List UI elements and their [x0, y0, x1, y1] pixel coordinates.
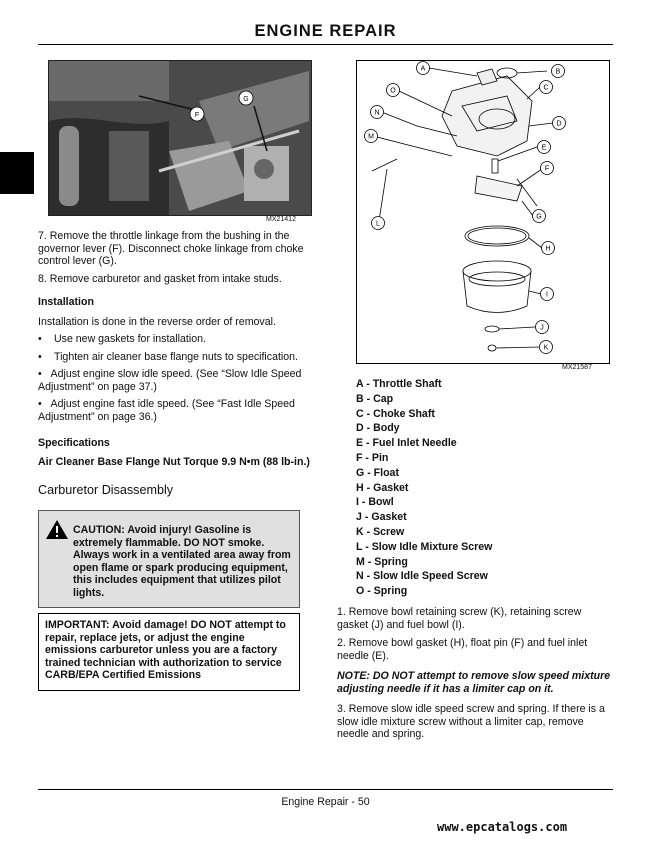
list-item: O - Spring — [356, 585, 408, 598]
watermark-url[interactable]: www.epcatalogs.com — [437, 820, 568, 834]
list-item: F - Pin — [356, 451, 389, 464]
list-item: M - Spring — [356, 555, 408, 568]
page-title: ENGINE REPAIR — [254, 22, 397, 40]
important-text: IMPORTANT: Avoid damage! DO NOT attempt to repair, replace jets, or adjust the engine emissions carburetor unless you are a factory trained technician with authorization to service CARB/EPA Certified Emissions — [45, 619, 286, 682]
footer-rule — [38, 789, 613, 790]
disassembly-step-3: 3. Remove slow idle speed screw and spring. If there is a slow idle mixture screw without a limiter cap, remove needle and spring. — [337, 703, 605, 741]
photo-callout-f: F — [194, 112, 200, 119]
diagram-callout-k: K — [543, 344, 549, 352]
list-item: N - Slow Idle Speed Screw — [356, 570, 488, 583]
installation-list — [38, 333, 310, 424]
installation-heading: Installation — [38, 296, 94, 308]
diagram-callout-j: J — [540, 324, 544, 332]
step-8: 8. Remove carburetor and gasket from intake studs. — [38, 273, 282, 285]
diagram-callout-o: O — [390, 87, 396, 95]
section-heading: Carburetor Disassembly — [38, 483, 174, 497]
list-item: D - Body — [356, 422, 400, 435]
note-text: NOTE: DO NOT attempt to remove slow speed mixture adjusting needle if it has a limiter cap on it. — [337, 670, 611, 695]
disassembly-step-2: 2. Remove bowl gasket (H), float pin (F) and fuel inlet needle (E). — [337, 637, 588, 662]
diagram-callout-b: B — [555, 68, 561, 76]
step-7: 7. Remove the throttle linkage from the bushing in the governor lever (F). Disconnect choke linkage from choke control lever (G). — [38, 230, 304, 268]
diagram-callout-g: G — [536, 213, 542, 221]
list-item: • Adjust engine slow idle speed. (See “Slow Idle Speed Adjustment” on page 37.) — [38, 368, 302, 393]
diagram-callout-m: M — [368, 133, 374, 141]
installation-text: Installation is done in the reverse order of removal. — [38, 316, 276, 328]
engine-photo — [48, 60, 312, 216]
diagram-callout-f: F — [544, 165, 550, 173]
list-item: B - Cap — [356, 392, 394, 405]
diagram-callout-h: H — [545, 245, 551, 253]
parts-list — [356, 378, 616, 600]
caution-text: CAUTION: Avoid injury! Gasoline is extremely flammable. DO NOT smoke. Always work in a ventilated area away from open flame or spark producing equipment, this includes equipment that utilizes pilot lights. — [73, 524, 291, 599]
list-item: C - Choke Shaft — [356, 407, 435, 420]
caution-box — [38, 510, 300, 608]
diagram-callout-i: I — [546, 291, 548, 299]
carburetor-exploded-diagram — [356, 60, 610, 364]
list-item: E - Fuel Inlet Needle — [356, 437, 457, 450]
disassembly-step-1: 1. Remove bowl retaining screw (K), retaining screw gasket (J) and fuel bowl (I). — [337, 606, 582, 631]
list-item: G - Float — [356, 466, 399, 479]
list-item: A - Throttle Shaft — [356, 378, 442, 390]
photo-callout-g: G — [243, 96, 249, 103]
page-footer: Engine Repair - 50 — [281, 796, 370, 808]
list-item: • Tighten air cleaner base flange nuts to specification. — [38, 350, 298, 363]
diagram-callout-a: A — [420, 65, 426, 73]
diagram-caption: MX21587 — [562, 364, 592, 371]
photo-caption: MX21412 — [266, 216, 296, 223]
list-item: H - Gasket — [356, 481, 409, 494]
important-box — [38, 613, 300, 691]
spec-line: Air Cleaner Base Flange Nut Torque 9.9 N•m (88 lb-in.) — [38, 456, 310, 468]
diagram-callout-l: L — [376, 220, 380, 228]
diagram-callout-e: E — [541, 144, 547, 152]
warning-icon — [45, 519, 69, 540]
list-item: K - Screw — [356, 525, 405, 538]
specs-heading: Specifications — [38, 437, 110, 449]
list-item: • Use new gaskets for installation. — [38, 333, 206, 345]
header-rule — [38, 44, 613, 45]
section-tab — [0, 152, 34, 194]
diagram-callout-n: N — [374, 109, 380, 117]
diagram-callout-d: D — [556, 120, 562, 128]
list-item: I - Bowl — [356, 496, 394, 509]
list-item: L - Slow Idle Mixture Screw — [356, 540, 493, 553]
list-item: • Adjust engine fast idle speed. (See “Fast Idle Speed Adjustment” on page 36.) — [38, 398, 295, 423]
diagram-callout-c: C — [543, 84, 549, 92]
list-item: J - Gasket — [356, 511, 407, 524]
